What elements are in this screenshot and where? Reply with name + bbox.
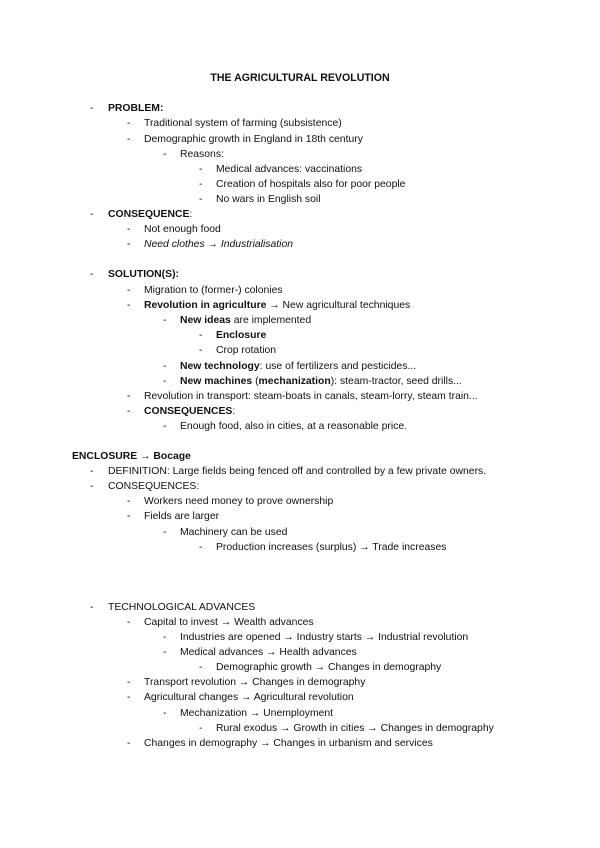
solution-item: CONSEQUENCES: [144,406,236,417]
bullet-dash: - [90,269,94,280]
solution-subitem: New machines (mechanization): steam-tractor, seed drills... [180,376,462,387]
tech-item: Changes in demography → Changes in urbanism and services [144,738,433,749]
bullet-dash: - [127,239,131,250]
consequence-item: Not enough food [144,224,221,235]
solution-subsubitem: Crop rotation [216,345,277,356]
bullet-dash: - [163,647,167,658]
bullet-dash: - [127,118,131,129]
bullet-dash: - [127,692,131,703]
bullet-dash: - [127,617,131,628]
bullet-dash: - [199,662,203,673]
bullet-dash: - [163,361,167,372]
bullet-dash: - [163,708,167,719]
bullet-dash: - [127,224,131,235]
tech-subitem: Industries are opened → Industry starts → Industrial revolution [180,632,469,643]
bullet-dash: - [127,300,131,311]
bullet-dash: - [127,496,131,507]
tech-item: Capital to invest → Wealth advances [144,617,314,628]
solution-subitem: Enough food, also in cities, at a reasonable price. [180,421,408,432]
bullet-dash: - [163,149,167,160]
enclosure-subsubitem: Machinery can be used [180,527,288,538]
bullet-dash: - [199,194,203,205]
reasons-label: Reasons: [180,149,224,160]
tech-subsubitem: Rural exodus → Growth in cities → Changes in demography [216,723,494,734]
solution-subitem: New technology: use of fertilizers and pesticides... [180,361,417,372]
consequence-item: Need clothes → Industrialisation [144,239,294,250]
bullet-dash: - [90,209,94,220]
enclosure-subitem: Workers need money to prove ownership [144,496,334,507]
tech-item: Agricultural changes → Agricultural revolution [144,692,354,703]
bullet-dash: - [163,527,167,538]
consequence-heading: CONSEQUENCE: [108,209,193,220]
bullet-dash: - [199,330,203,341]
bullet-dash: - [127,677,131,688]
tech-subitem: Mechanization → Unemployment [180,708,334,719]
bullet-dash: - [90,602,94,613]
bullet-dash: - [90,103,94,114]
bullet-dash: - [90,481,94,492]
enclosure-heading: ENCLOSURE → Bocage [72,451,191,462]
bullet-dash: - [127,391,131,402]
bullet-dash: - [127,511,131,522]
solution-subsubitem: Enclosure [216,330,267,341]
solution-item: Revolution in transport: steam-boats in canals, steam-lorry, steam train... [144,391,478,402]
enclosure-subitem: Fields are larger [144,511,220,522]
bullet-dash: - [163,315,167,326]
problem-item: Demographic growth in England in 18th century [144,134,363,145]
enclosure-subsubitem: Production increases (surplus) → Trade increases [216,542,447,553]
enclosure-item: CONSEQUENCES: [108,481,200,492]
problem-item: Traditional system of farming (subsistence) [144,118,342,129]
tech-subitem: Medical advances → Health advances [180,647,357,658]
bullet-dash: - [127,134,131,145]
reason-item: Medical advances: vaccinations [216,164,363,175]
solution-item: Migration to (former-) colonies [144,285,283,296]
tech-item: Transport revolution → Changes in demography [144,677,366,688]
reason-item: No wars in English soil [216,194,321,205]
bullet-dash: - [199,723,203,734]
solution-heading: SOLUTION(S): [108,269,179,280]
tech-heading: TECHNOLOGICAL ADVANCES [108,602,256,613]
bullet-dash: - [90,466,94,477]
bullet-dash: - [127,285,131,296]
enclosure-item: DEFINITION: Large fields being fenced off and controlled by a few private owners. [108,466,487,477]
bullet-dash: - [199,179,203,190]
bullet-dash: - [163,632,167,643]
solution-item: Revolution in agriculture → New agricultural techniques [144,300,411,311]
bullet-dash: - [127,738,131,749]
bullet-dash: - [199,542,203,553]
bullet-dash: - [199,164,203,175]
solution-subitem: New ideas are implemented [180,315,312,326]
reason-item: Creation of hospitals also for poor people [216,179,406,190]
bullet-dash: - [127,406,131,417]
bullet-dash: - [163,376,167,387]
tech-subsubitem: Demographic growth → Changes in demography [216,662,442,673]
problem-heading: PROBLEM: [108,103,164,114]
page-title: THE AGRICULTURAL REVOLUTION [210,72,390,84]
bullet-dash: - [199,345,203,356]
bullet-dash: - [163,421,167,432]
